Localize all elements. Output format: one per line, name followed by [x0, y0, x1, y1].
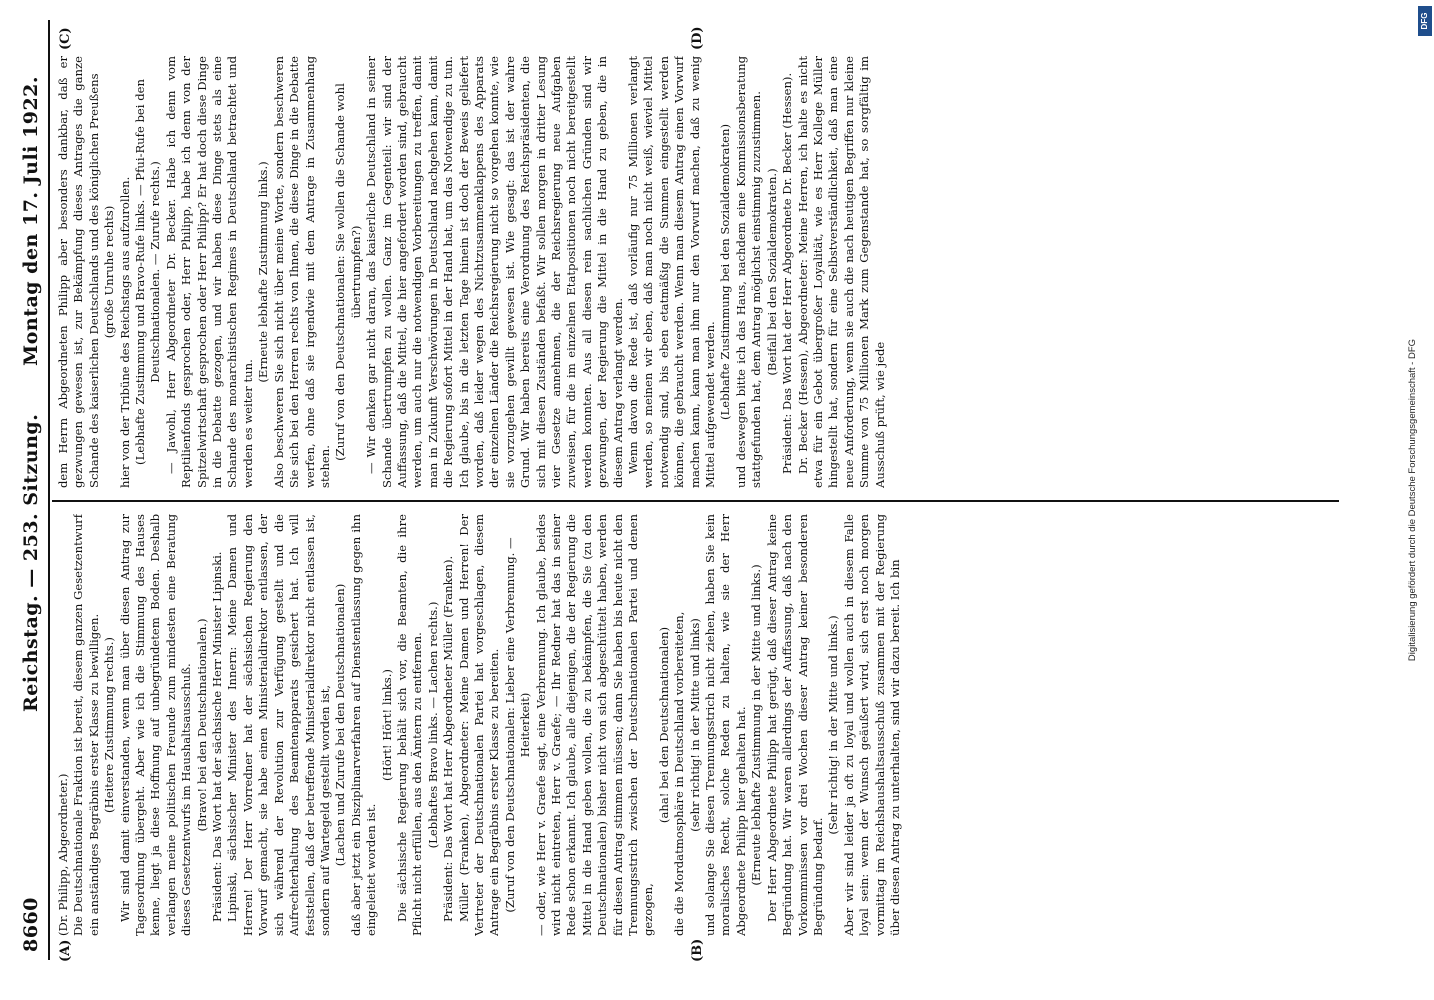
paragraph: — Wir denken gar nicht daran, das kaiserliche Deutschland in seiner Schande übertrumpfen zu wollen. Ganz im Gegenteil: wir sind der Auffassung, daß die Mittel, die hier angefordert worden sind, gebraucht werden, um auch nur die notwendigen Vorbereitungen zu treffen, damit man in Zukunft Verschwörungen in Deutschland nachgehen kann, damit die Regierung sofort Mittel in der Hand hat, um das Notwendige zu tun. Ich glaube, bis in die letzten Tage hinein ist doch der Beweis geliefert worden, daß leider wegen des Nichtzusammenklappens des Apparats der einzelnen Länder die Reichsregierung nicht so vorgehen konnte, wie sie vorzugehen gewillt gewesen ist. Wie gesagt: das ist der wahre Grund. Wir haben bereits eine Verordnung des Reichspräsidenten, die sich mit diesen Zuständen befaßt. Wir sollen morgen in dritter Lesung vier Gesetze annehmen, die der Reichsregierung neue Aufgaben zuweisen, für die im einzelnen Etatpositionen noch nicht bereitgestellt werden konnten. Aus all diesen rein sachlichen Gründen sind wir gezwungen, der Regierung die Mittel in die Hand zu geben, die in diesem Antrag verlangt werden. — [364, 56, 625, 488]
interjection: (Erneute lebhafte Zustimmung in der Mitte und links.) — [749, 564, 764, 886]
interjection: (Bravo! bei den Deutschnationalen.) — [194, 618, 209, 832]
interjection: (Erneute lebhafte Zustimmung links.) — [256, 161, 271, 383]
page-number: 8660 — [20, 897, 42, 952]
paragraph: Präsident: Das Wort hat Herr Abgeordneter Müller (Franken). — [441, 555, 456, 922]
interjection: (Zuruf von den Deutschnationalen: Sie wollen die Schande wohl übertrumpfen?) — [333, 83, 363, 461]
dfg-logo: DFG — [1418, 6, 1432, 36]
paragraph: Müller (Franken), Abgeordneter: Meine Damen und Herren! Der Vertreter der Deutschnationalen Partei hat vorgeschlagen, diesem Antrage ein Begräbnis erster Klasse zu bereiten. — [456, 514, 502, 936]
interjection: (Beifall bei den Sozialdemokraten.) — [764, 168, 779, 376]
paragraph: Präsident: Das Wort hat der sächsische Herr Minister Lipinski. — [210, 551, 225, 922]
interjection: (Lebhafte Zustimmung bei den Sozialdemokraten) — [718, 124, 733, 420]
interjection: (Lachen und Zurufe bei den Deutschnationalen) — [333, 583, 348, 867]
interjection: (Zuruf von den Deutschnationalen: Lieber eine Verbrennung. — Heiterkeit) — [502, 537, 533, 913]
interjection: (Hört! Hört! links.) — [379, 669, 394, 781]
paragraph: dem Herrn Abgeordneten Philipp aber besonders dankbar, daß er gezwungen gewesen ist, zur Bekämpfung dieses Antrages die ganze Schande des kaiserlichen Deutschlands und des königlichen Preußens — [56, 56, 101, 488]
paragraph: — Jawohl, Herr Abgeordneter Dr. Becker. Habe ich denn vom Reptilienfonds gesprochen oder, Herr Philipp, habe ich denn von der Spitzelwirtschaft gesprochen oder Herr Philipp? Er hat doch diese Dinge in die Debatte gezogen, und wir haben diese Dinge stets als eine Schande des monarchistischen Regimes in Deutschland betrachtet und werden es weiter tun. — [163, 56, 255, 488]
paragraph: Die sächsische Regierung behält sich vor, die Beamten, die ihre Pflicht nicht erfüllen, aus den Ämtern zu entfernen. — [394, 514, 425, 936]
header-left-title: Reichstag. — 253. Sitzung. — [20, 413, 42, 712]
margin-marker-c: (C) — [58, 27, 73, 50]
margin-marker-b: (B) — [690, 938, 705, 962]
paragraph: Wir sind damit einverstanden, wenn man über diesen Antrag zur Tagesordnung übergeht. Aber wie ich die Stimmung des Hauses kenne, liegt ja diese Hoffnung auf unbegründetem Boden. Deshalb verlangen meine politischen Freunde zum mindesten eine Beratung dieses Gesetzentwurfs im Haushaltsausschuß. — [117, 514, 194, 936]
paragraph: Wenn davon die Rede ist, daß vorläufig nur 75 Millionen verlangt werden, so meinen wir eben, daß man noch nicht weiß, wieviel Mittel notwendig sind, bis eben etatmäßig die Summen eingestellt werden können, die gebraucht werden. Wenn man diesem Antrag einen Vorwurf machen kann, kann man ihm nur den Vorwurf machen, daß zu wenig Mittel aufgewendet werden. — [626, 56, 718, 488]
margin-marker-d: (D) — [690, 26, 705, 50]
interjection: (aha! bei den Deutschnationalen) — [656, 626, 671, 824]
paragraph: Dr. Becker (Hessen), Abgeordneter: Meine Herren, ich halte es nicht etwa für ein Gebot übergroßer Loyalität, wie es Herr Kollege Müller hingestellt hat, sondern für eine Selbstverständlichkeit, daß man eine neue Anforderung, wenn sie auch die nach heutigen Begriffen nur kleine Summe von 75 Millionen Mark zum Gegenstande hat, so sorgfältig im Ausschuß prüft, wie jede — [795, 56, 887, 488]
paragraph: Aber wir sind leider ja oft zu loyal und wollen auch in diesem Falle loyal sein: wenn der Wunsch geäußert wird, sich erst noch morgen vormittag im Reichshaushaltsausschuß zusammen mit der Regierung über diesen Antrag zu unterhalten, sind wir dazu bereit. Ich bin — [841, 514, 902, 936]
interjection: (Lebhaftes Bravo links. — Lachen rechts.) — [425, 601, 440, 849]
interjection: (große Unruhe rechts) — [102, 205, 117, 339]
header-rule — [48, 20, 50, 960]
paragraph: und deswegen bitte ich das Haus, nachdem eine Kommissionsberatung stattgefunden hat, dem Antrag möglichst einstimmig zuzustimmen. — [733, 56, 764, 488]
paragraph: die die Mordatmosphäre in Deutschland vorbereiteten, — [672, 611, 687, 936]
paragraph: Präsident: Das Wort hat der Herr Abgeordnete Dr. Becker (Hessen). — [780, 72, 795, 474]
paragraph: Lipinski, sächsischer Minister des Innern: Meine Damen und Herren! Der Herr Vorredner hat der sächsischen Regierung den Vorwurf gemacht, sie habe einen Ministerialdirektor entlassen, der sich während der Revolution zur Verfügung gestellt und die Aufrechterhaltung des Beamtenapparats gesichert hat. Ich will feststellen, daß der betreffende Ministerialdirektor nicht entlassen ist, sondern auf Wartegeld gestellt worden ist, — [225, 514, 332, 936]
paragraph: — oder, wie Herr v. Graefe sagt, eine Verbrennung. Ich glaube, beides wird nicht eintreten, Herr v. Graefe; — Ihr Redner hat das in seiner Rede schon erkannt. Ich glaube, alle diejenigen, die der Regierung die Mittel in die Hand geben wollen, die zu bekämpfen, die Sie (zu den Deutschnationalen) bisher nicht von sich abgeschüttelt haben, werden für diesen Antrag stimmen müssen; dann Sie haben bis heute nicht den Trennungsstrich zwischen der Deutschnationalen Partei und denen gezogen, — [533, 514, 656, 936]
right-text-column — [56, 56, 1335, 488]
paragraph: Also beschweren Sie sich nicht über meine Worte, sondern beschweren Sie sich bei den Herren rechts von Ihnen, die diese Dinge in die Debatte werfen, ohne daß sie irgendwie mit dem Antrage in Zusammenhang stehen. — [271, 56, 332, 488]
paragraph: daß aber jetzt ein Disziplinarverfahren auf Dienstentlassung gegen ihn eingeleitet worden ist. — [348, 514, 379, 936]
interjection: (sehr richtig! in der Mitte und links) — [687, 618, 702, 832]
interjection: (Sehr richtig! in der Mitte und links.) — [826, 615, 841, 835]
paragraph: und solange Sie diesen Trennungsstrich nicht ziehen, haben Sie kein moralisches Recht, solche Reden zu halten, wie sie der Herr Abgeordnete Philipp hier gehalten hat. — [703, 514, 748, 936]
column-divider — [52, 500, 1339, 502]
digitization-credit: Digitalisierung gefördert durch die Deutsche Forschungsgemeinschaft - DFG — [1407, 338, 1418, 662]
header-right-title: Montag den 17. Juli 1922. — [20, 76, 42, 366]
paragraph: Der Herr Abgeordnete Philipp hat gerügt, daß dieser Antrag keine Begründung hat. Wir waren allerdings der Auffassung, daß nach den Vorkommnissen vor drei Wochen dieser Antrag keiner besonderen Begründung bedarf. — [764, 514, 825, 936]
paragraph: (Dr. Philipp, Abgeordneter.) — [56, 773, 70, 936]
interjection: (Heitere Zustimmung rechts.) — [102, 637, 117, 813]
paragraph: hier von der Tribüne des Reichstags aus aufzurollen. — [117, 176, 132, 488]
paragraph: Die Deutschnationale Fraktion ist bereit, diesem ganzen Gesetzentwurf ein anständiges Begräbnis erster Klasse zu bewilligen. — [71, 514, 101, 936]
running-head — [20, 16, 46, 952]
interjection: (Lebhafte Zustimmung und Bravo-Rufe links. — Pfui-Rufe bei den Deutschnationalen. — Zurufe rechts.) — [133, 79, 163, 465]
margin-marker-a: (A) — [58, 939, 73, 962]
left-text-column — [56, 514, 1335, 936]
